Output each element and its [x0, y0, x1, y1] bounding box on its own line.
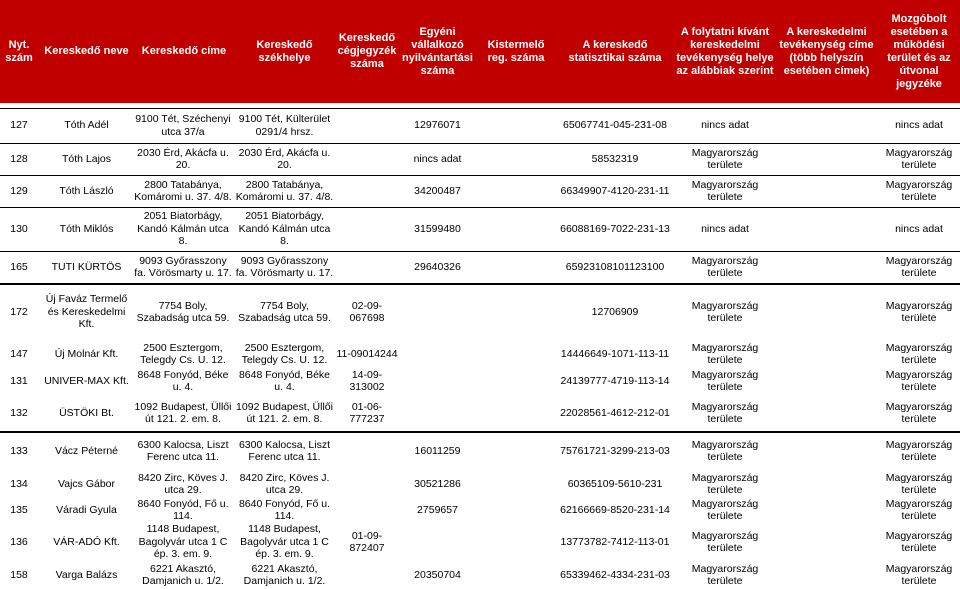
trader-name: Tóth Lajos: [61, 152, 112, 165]
activity-place: nincs adat: [701, 222, 749, 235]
ev-number: 12976071: [414, 119, 461, 132]
row-number: 134: [10, 477, 28, 490]
trader-seat: 1092 Budapest, Üllői út 121. 2. em. 8.: [236, 400, 333, 425]
trader-address: 6221 Akasztó, Damjanich u. 1/2.: [142, 562, 224, 587]
header-kereskedo-neve: Kereskedő neve: [44, 45, 129, 57]
stat-number: 60365109-5610-231: [567, 477, 663, 490]
trader-name: Vajcs Gábor: [58, 477, 115, 490]
header-statisztikai-szam: A kereskedő statisztikai száma: [568, 38, 662, 64]
stat-number: 66088169-7022-231-13: [560, 222, 670, 235]
trader-address: 7754 Boly, Szabadság utca 59.: [136, 299, 230, 324]
row-number: 132: [10, 406, 28, 419]
activity-place: Magyarország területe: [691, 178, 759, 203]
activity-place: Magyarország területe: [691, 368, 759, 393]
row-number: 131: [10, 374, 28, 387]
stat-number: 62166669-8520-231-14: [560, 503, 670, 516]
company-reg-number: 11-09014244: [336, 347, 398, 360]
stat-number: 65339462-4334-231-03: [560, 568, 670, 581]
header-tevekenyseg-helye: A folytatni kívánt kereskedelmi tevékenység helye az alábbiak szerint: [676, 25, 774, 77]
trader-seat: 2500 Esztergom, Telegdy Cs. U. 12.: [241, 341, 328, 366]
trader-address: 8648 Fonyód, Béke u. 4.: [137, 368, 229, 393]
stat-number: 65923108101123100: [565, 260, 665, 273]
trader-seat: 7754 Boly, Szabadság utca 59.: [238, 299, 331, 324]
company-reg-number: 14-09- 313002: [349, 368, 385, 393]
activity-place: Magyarország területe: [691, 146, 759, 171]
header-tevekenyseg-cime: A kereskedelmi tevékenység címe (több helyszín esetében címek): [779, 25, 874, 77]
trader-address: 8640 Fonyód, Fő u. 114.: [137, 497, 229, 522]
ev-number: 20350704: [414, 568, 461, 581]
trader-address: 9093 Győrasszony fa. Vörösmarty u. 17.: [134, 254, 232, 279]
trader-name: ÜSTÖKI Bt.: [59, 406, 114, 419]
mobile-shop-area: nincs adat: [895, 222, 943, 235]
trader-address: 8420 Zirc, Köves J. utca 29.: [138, 471, 228, 496]
header-nyt-szam: Nyt. szám: [5, 38, 33, 64]
activity-place: Magyarország területe: [691, 299, 759, 324]
row-number: 165: [10, 260, 28, 273]
ev-number: 2759657: [417, 503, 458, 516]
mobile-shop-area: Magyarország területe: [885, 471, 953, 496]
header-mozgobolt: Mozgóbolt esetében a működési terület és az útvonal jegyzéke: [887, 12, 951, 90]
trader-address: 2030 Érd, Akácfa u. 20.: [137, 146, 229, 171]
stat-number: 75761721-3299-213-03: [560, 444, 670, 457]
activity-place: nincs adat: [701, 119, 749, 132]
ev-number: 30521286: [414, 477, 461, 490]
trader-name: Tóth László: [59, 184, 114, 197]
header-cegjegyzek: Kereskedő cégjegyzék száma: [337, 32, 397, 70]
mobile-shop-area: Magyarország területe: [885, 178, 953, 203]
trader-address: 1092 Budapest, Üllői út 121. 2. em. 8.: [134, 400, 232, 425]
ev-number: 31599480: [414, 222, 461, 235]
activity-place: Magyarország területe: [691, 529, 759, 554]
group-divider: [0, 431, 960, 433]
trader-name: Tóth Adél: [64, 119, 109, 132]
row-number: 158: [10, 568, 28, 581]
trader-seat: 6221 Akasztó, Damjanich u. 1/2.: [243, 562, 326, 587]
trader-address: 2051 Biatorbágy, Kandó Kálmán utca 8.: [137, 210, 229, 248]
trader-seat: 1148 Budapest, Bagolyvár utca 1 C ép. 3. em. 9.: [240, 523, 329, 561]
trader-seat: 6300 Kalocsa, Liszt Ferenc utca 11.: [238, 438, 331, 463]
row-number: 135: [10, 503, 28, 516]
header-kistermelo: Kistermelő reg. száma: [487, 38, 545, 64]
mobile-shop-area: Magyarország területe: [885, 400, 953, 425]
row-number: 130: [10, 222, 28, 235]
mobile-shop-area: Magyarország területe: [885, 146, 953, 171]
trader-name: TUTI KÜRTÖS: [51, 260, 122, 273]
header-kereskedo-cime: Kereskedő címe: [141, 45, 227, 57]
mobile-shop-area: Magyarország területe: [885, 254, 953, 279]
trader-seat: 2800 Tatabánya, Komáromi u. 37. 4/8.: [235, 178, 334, 203]
row-number: 147: [10, 347, 28, 360]
trader-name: Új Faváz Termelő és Kereskedelmi Kft.: [45, 293, 128, 331]
mobile-shop-area: Magyarország területe: [885, 341, 953, 366]
trader-address: 2500 Esztergom, Telegdy Cs. U. 12.: [140, 341, 226, 366]
trader-seat: 8648 Fonyód, Béke u. 4.: [238, 368, 331, 393]
ev-number: 16011259: [414, 444, 461, 457]
mobile-shop-area: Magyarország területe: [885, 299, 953, 324]
row-number: 136: [10, 535, 28, 548]
row-number: 127: [10, 119, 28, 132]
mobile-shop-area: nincs adat: [895, 119, 943, 132]
trader-address: 1148 Budapest, Bagolyvár utca 1 C ép. 3. em. 9.: [138, 523, 228, 561]
activity-place: Magyarország területe: [691, 400, 759, 425]
trader-address: 6300 Kalocsa, Liszt Ferenc utca 11.: [137, 438, 229, 463]
mobile-shop-area: Magyarország területe: [885, 368, 953, 393]
ev-number: 29640326: [414, 260, 461, 273]
trader-address: 2800 Tatabánya, Komáromi u. 37. 4/8.: [134, 178, 232, 203]
trader-seat: 2030 Érd, Akácfa u. 20.: [238, 146, 331, 171]
header-kereskedo-szekhelye: Kereskedő székhelye: [256, 38, 313, 64]
mobile-shop-area: Magyarország területe: [885, 529, 953, 554]
activity-place: Magyarország területe: [691, 254, 759, 279]
company-reg-number: 02-09- 067698: [349, 299, 385, 324]
row-number: 129: [10, 184, 28, 197]
trader-address: 9100 Tét, Széchenyi utca 37/a: [135, 113, 231, 138]
mobile-shop-area: Magyarország területe: [885, 438, 953, 463]
mobile-shop-area: Magyarország területe: [885, 562, 953, 587]
activity-place: Magyarország területe: [691, 341, 759, 366]
trader-seat: 8640 Fonyód, Fő u. 114.: [238, 497, 331, 522]
company-reg-number: 01-06- 777237: [349, 400, 385, 425]
stat-number: 65067741-045-231-08: [563, 119, 667, 132]
mobile-shop-area: Magyarország területe: [885, 497, 953, 522]
trader-name: Váradi Gyula: [56, 503, 117, 516]
trader-seat: 9093 Győrasszony fa. Vörösmarty u. 17.: [235, 254, 334, 279]
activity-place: Magyarország területe: [691, 471, 759, 496]
header-egyeni-vallalkozo: Egyéni vállalkozó nyilvántartási száma: [402, 25, 473, 77]
trader-seat: 9100 Tét, Külterület 0291/4 hrsz.: [238, 113, 331, 138]
stat-number: 12706909: [591, 305, 639, 318]
activity-place: Magyarország területe: [691, 497, 759, 522]
trader-name: UNIVER-MAX Kft.: [44, 374, 129, 387]
activity-place: Magyarország területe: [691, 438, 759, 463]
row-number: 172: [10, 305, 28, 318]
trader-seat: 8420 Zirc, Köves J. utca 29.: [239, 471, 330, 496]
company-reg-number: 01-09- 872407: [349, 529, 385, 554]
row-number: 128: [10, 152, 28, 165]
trader-seat: 2051 Biatorbágy, Kandó Kálmán utca 8.: [238, 210, 331, 248]
activity-place: Magyarország területe: [691, 562, 759, 587]
table-header: [0, 0, 960, 103]
stat-number: 22028561-4612-212-01: [560, 406, 670, 419]
stat-number: 66349907-4120-231-11: [560, 184, 670, 197]
ev-number: nincs adat: [413, 152, 462, 165]
trader-name: VÁR-ADÓ Kft.: [53, 535, 120, 548]
stat-number: 58532319: [591, 152, 639, 165]
stat-number: 14446649-1071-113-11: [560, 347, 670, 360]
stat-number: 13773782-7412-113-01: [560, 535, 670, 548]
trader-name: Tóth Miklós: [59, 222, 114, 235]
trader-name: Vácz Péterné: [54, 444, 119, 457]
group-divider: [0, 283, 960, 285]
stat-number: 24139777-4719-113-14: [560, 374, 670, 387]
row-number: 133: [10, 444, 28, 457]
trader-name: Varga Balázs: [55, 568, 118, 581]
ev-number: 34200487: [414, 184, 461, 197]
trader-name: Új Molnár Kft.: [54, 347, 119, 360]
